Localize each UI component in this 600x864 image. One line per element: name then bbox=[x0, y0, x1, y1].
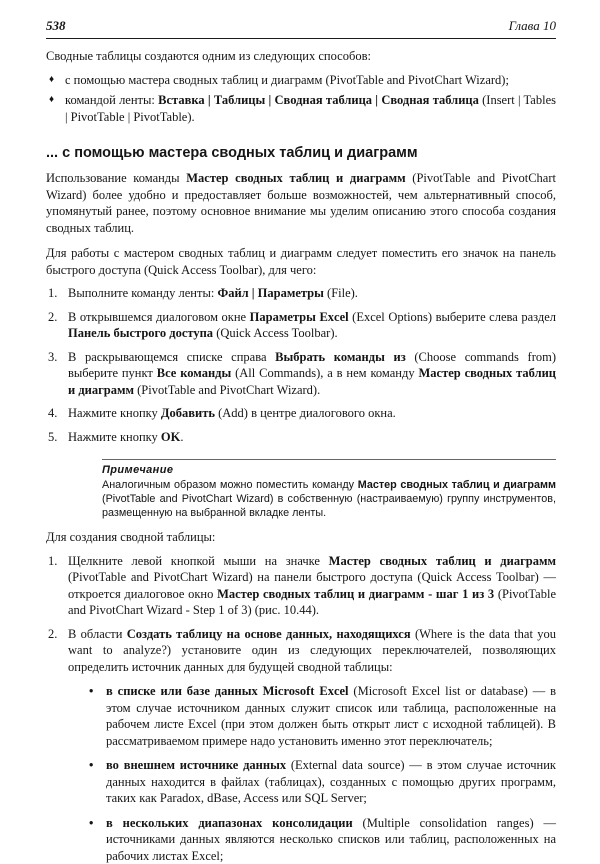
diamond-bullet-icon: ♦ bbox=[49, 94, 55, 105]
step-item bbox=[46, 285, 556, 302]
step-item bbox=[46, 405, 556, 422]
step-text: Щелкните левой кнопкой мыши на значке Мастер сводных таблиц и диаграмм (PivotTable and PivotChart Wizard) на панели быстрого доступа (Quick Access Toolbar) — откроется диалоговое окно Мастер сводных таблиц и диаграмм - шаг 1 из 3 (PivotTable and PivotChart Wizard - Step 1 of 3) (рис. 10.44). bbox=[68, 553, 556, 618]
dot-bullet-icon: • bbox=[89, 758, 94, 773]
paragraph-create-pivot: Для создания сводной таблицы: bbox=[46, 530, 216, 545]
step-number: 5. bbox=[48, 429, 58, 444]
step-item bbox=[46, 626, 556, 864]
list-item-text: с помощью мастера сводных таблиц и диаграмм (PivotTable and PivotChart Wizard); bbox=[65, 72, 509, 87]
diamond-bullet-icon: ♦ bbox=[49, 73, 55, 85]
step-text: В области Создать таблицу на основе данных, находящихся (Where is the data that you want to analyze?) установите один из следующих переключателей, позволяющих определить источник данных для будущей сводной таблицы: bbox=[68, 626, 556, 674]
option-item bbox=[89, 815, 556, 864]
step-number: 2. bbox=[48, 309, 58, 324]
step-text: Выполните команду ленты: Файл | Параметры (File). bbox=[68, 286, 358, 300]
option-item bbox=[89, 757, 556, 807]
step-number: 2. bbox=[48, 626, 58, 641]
paragraph-usage: Использование команды Мастер сводных таблиц и диаграмм (PivotTable and PivotChart Wizard) более удобно и предоставляет больше возможностей, чем альтернативный способ, упомянутый ранее, поэтому основное внимание мы уделим описанию этого способа создания сводных таблиц. bbox=[46, 171, 556, 235]
step-number: 3. bbox=[48, 349, 58, 364]
methods-list bbox=[46, 72, 556, 126]
option-item bbox=[89, 683, 556, 749]
page-number: 538 bbox=[46, 18, 66, 33]
chapter-label: Глава 10 bbox=[508, 18, 556, 33]
step-item bbox=[46, 429, 556, 446]
paragraph-toolbar-setup: Для работы с мастером сводных таблиц и диаграмм следует поместить его значок на панель быстрого доступа (Quick Access Toolbar), для чего: bbox=[46, 246, 556, 277]
option-text: в нескольких диапазонах консолидации (Multiple consolidation ranges) — источниками данных являются несколько списков или таблиц, расположенных на рабочих листах Excel; bbox=[106, 815, 556, 863]
step-item bbox=[46, 349, 556, 399]
step-number: 1. bbox=[48, 553, 58, 568]
setup-steps-list bbox=[46, 285, 556, 445]
paragraph-intro: Сводные таблицы создаются одним из следующих способов: bbox=[46, 49, 371, 63]
note-label: Примечание bbox=[102, 459, 556, 476]
note-block bbox=[102, 459, 556, 520]
step-item bbox=[46, 553, 556, 619]
step-text: Нажмите кнопку OK. bbox=[68, 429, 184, 444]
step-text: В открывшемся диалоговом окне Параметры Excel (Excel Options) выберите слева раздел Панель быстрого доступа (Quick Access Toolbar). bbox=[68, 309, 556, 340]
dot-bullet-icon: • bbox=[89, 684, 94, 699]
option-text: во внешнем источнике данных (External data source) — в этом случае источник данных находится в файлах (таблицах), созданных с помощью других программ, таких как Paradox, dBase, Access или SQL Server; bbox=[106, 758, 557, 806]
data-source-options-list bbox=[68, 683, 556, 864]
step-number: 4. bbox=[48, 406, 58, 420]
section-heading: ... с помощью мастера сводных таблиц и диаграмм bbox=[46, 145, 418, 161]
list-item bbox=[46, 92, 556, 125]
step-text: В раскрывающемся списке справа Выбрать команды из (Choose commands from) выберите пункт Все команды (All Commands), а в нем команду Мастер сводных таблиц и диаграмм (PivotTable and PivotChart Wizard). bbox=[68, 349, 556, 397]
list-item-text: командой ленты: Вставка | Таблицы | Сводная таблица | Сводная таблица (Insert | Tables | PivotTable | PivotTable). bbox=[65, 93, 556, 124]
step-item bbox=[46, 309, 556, 342]
creation-steps-list bbox=[46, 553, 556, 864]
step-text: Нажмите кнопку Добавить (Add) в центре диалогового окна. bbox=[68, 406, 396, 420]
note-text: Аналогичным образом можно поместить команду Мастер сводных таблиц и диаграмм (PivotTable and PivotChart Wizard) в собственную (настраиваемую) группу инструментов, размещенную на выбранной вкладке ленты. bbox=[102, 479, 557, 520]
step-number: 1. bbox=[48, 286, 58, 300]
option-text: в списке или базе данных Microsoft Excel (Microsoft Excel list or database) — в этом случае источником данных служит список или таблица, расположенные на рабочем листе Excel (при этом должен быть открыт лист с исходной таблицей). В рассматриваемом примере надо установить именно этот переключатель; bbox=[106, 684, 556, 748]
running-head bbox=[46, 18, 556, 39]
list-item bbox=[46, 72, 556, 89]
dot-bullet-icon: • bbox=[89, 815, 94, 830]
